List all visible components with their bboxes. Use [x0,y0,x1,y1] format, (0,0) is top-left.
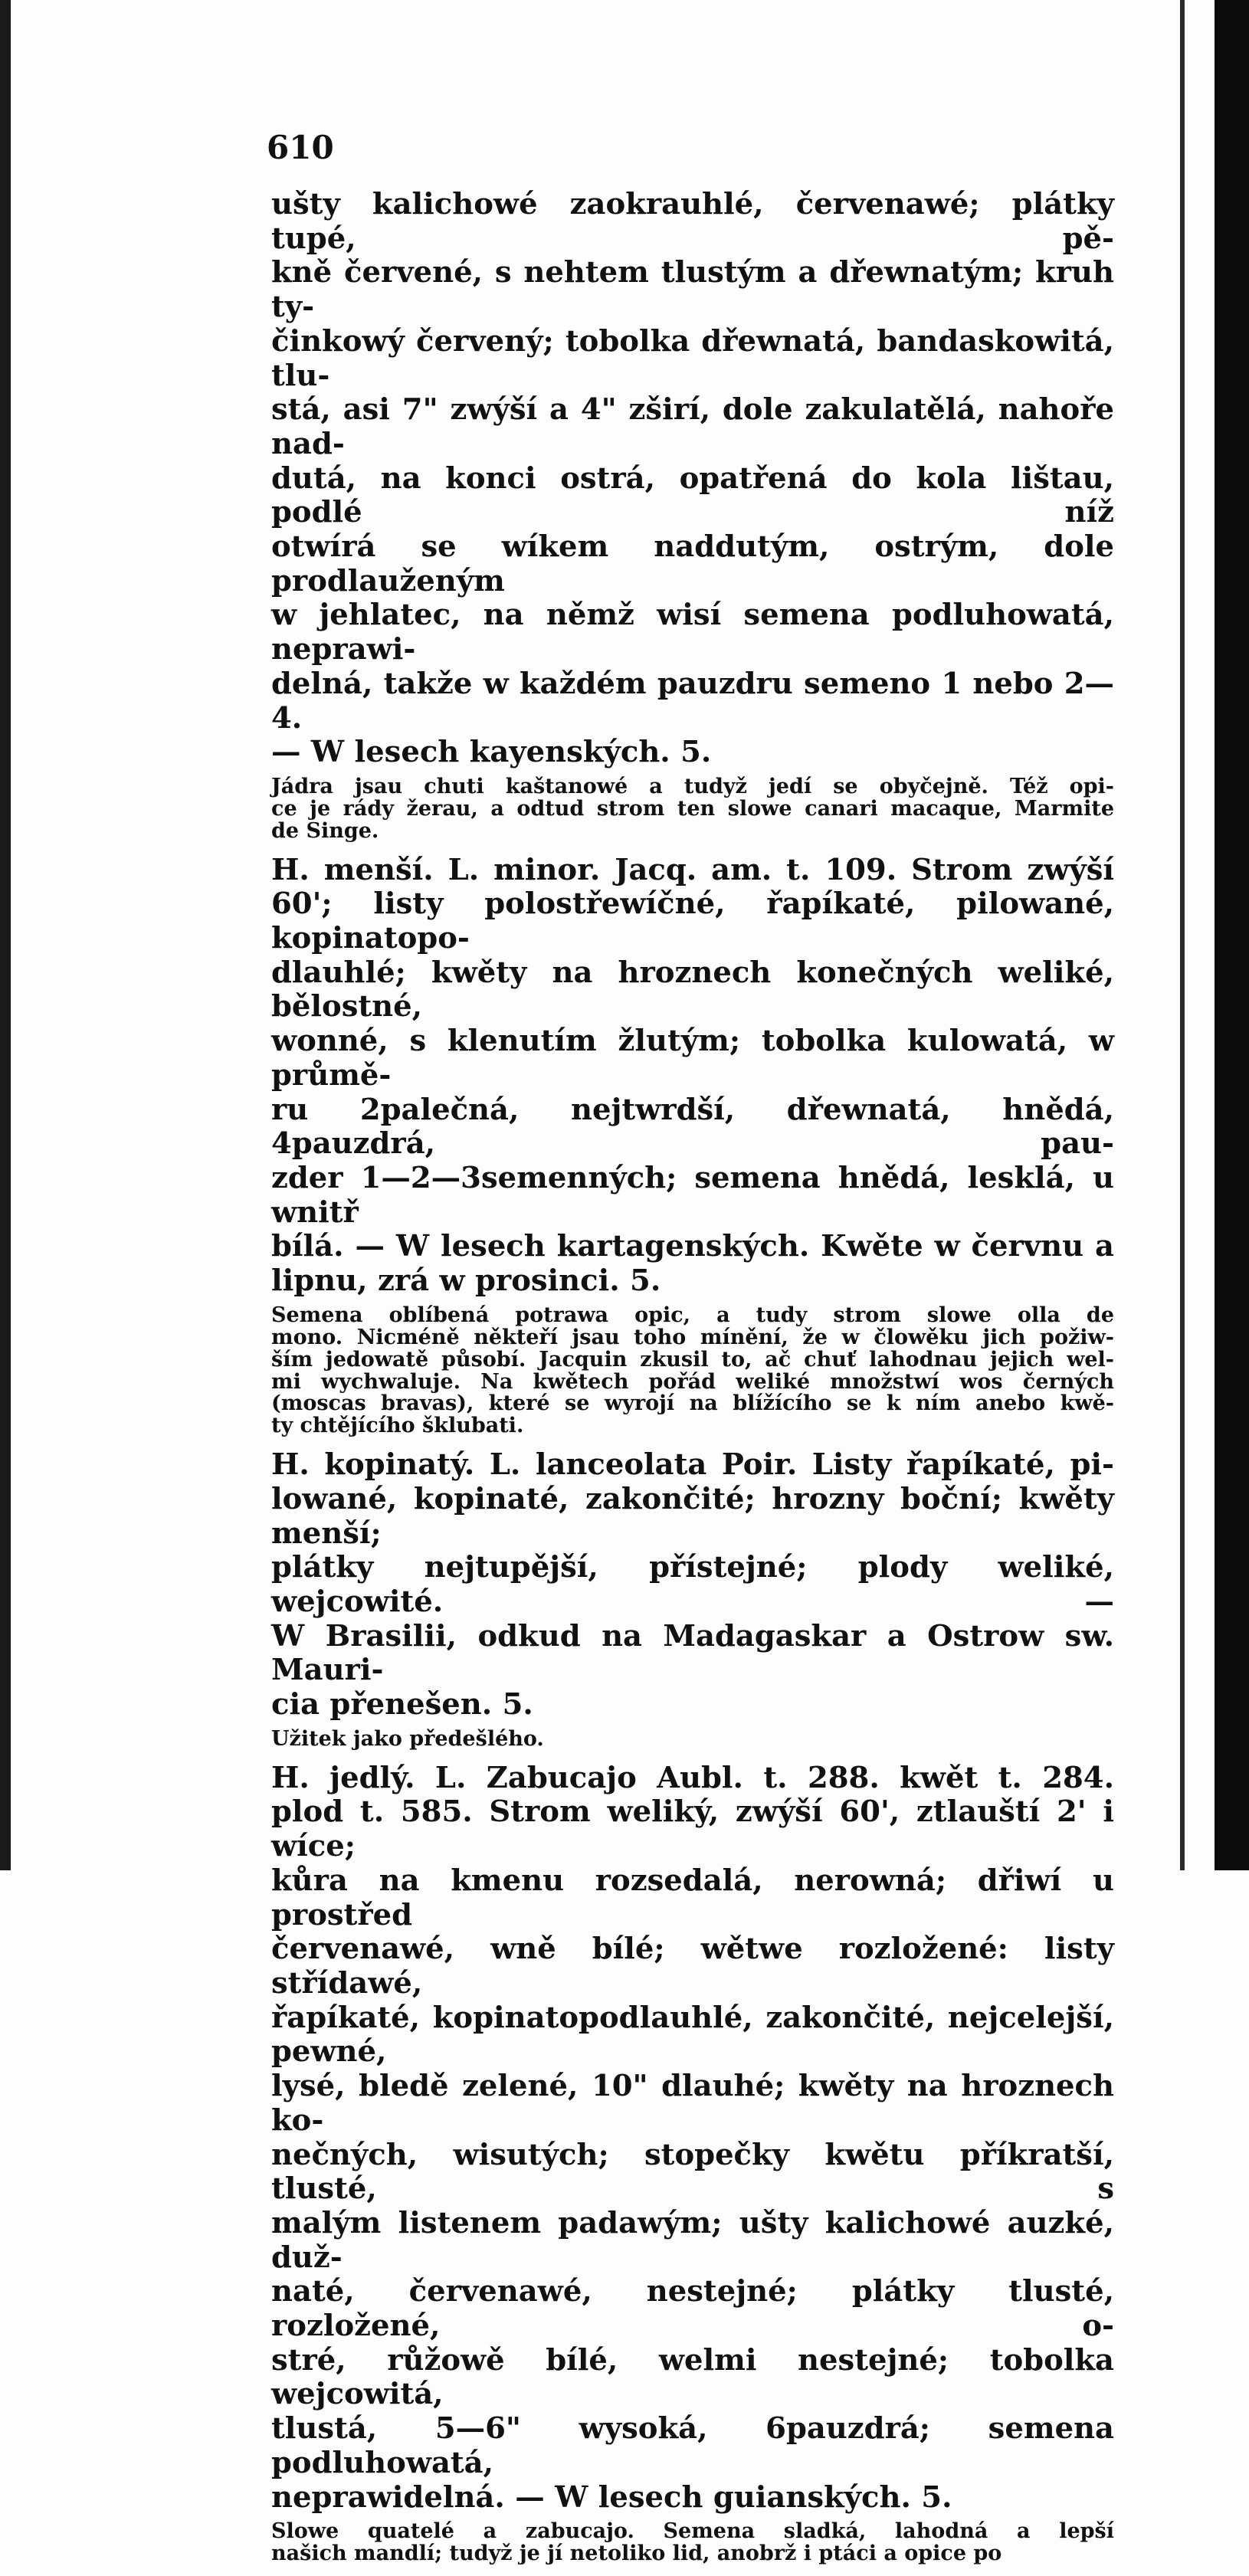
text-line: ru 2palečná, nejtwrdší, dřewnatá, hnědá, 4pauzdrá, pau- [271,1092,1114,1162]
text-line: 60'; listy polostřewíčné, řapíkaté, pilowané, kopinatopo- [271,887,1114,956]
text-line: delná, takže w každém pauzdru semeno 1 nebo 2—4. [271,666,1114,736]
body-paragraph [271,1448,1114,1722]
note-paragraph [271,776,1114,843]
note-paragraph [271,2521,1114,2565]
text-line: wonné, s klenutím žlutým; tobolka kulowatá, w průmě- [271,1024,1114,1093]
text-line: lipnu, zrá w prosinci. 5. [271,1263,661,1299]
text-line: plod t. 585. Strom weliký, zwýší 60', ztlauští 2' i wíce; [271,1794,1114,1864]
text-line: mi wychwaluje. Na kwětech pořád weliké množstwí wos černých [271,1369,1114,1394]
text-line: naté, červenawé, nestejné; plátky tlusté, rozložené, o- [271,2274,1114,2344]
text-line: nečných, wisutých; stopečky kwětu příkratší, tlusté, s [271,2137,1114,2207]
scan-right-line [1180,0,1185,1870]
text-line: Užitek jako předešlého. [271,1726,544,1751]
text-line: malým listenem padawým; ušty kalichowé auzké, duž- [271,2205,1114,2275]
text-line: dlauhlé; kwěty na hroznech konečných weliké, bělostné, [271,955,1114,1024]
text-line: dutá, na konci ostrá, opatřená do kola lištau, podlé níž [271,460,1114,530]
scan-left-edge [0,0,11,1870]
text-line: de Singe. [271,818,379,843]
text-body [271,188,1114,2576]
text-line: Slowe quatelé a zabucajo. Semena sladká, lahodná a lepší [271,2519,1114,2544]
text-line: otwírá se wíkem naddutým, ostrým, dole prodlauženým [271,529,1114,598]
text-line: H. jedlý. L. Zabucajo Aubl. t. 288. kwět t. 284. [271,1760,1114,1795]
text-line: w jehlatec, na němž wisí semena podluhowatá, neprawi- [271,598,1114,667]
text-line: — W lesech kayenských. 5. [271,735,712,770]
text-line: W Brasilii, odkud na Madagaskar a Ostrow sw. Mauri- [271,1618,1114,1688]
text-line: neprawidelná. — W lesech guianských. 5. [271,2479,952,2515]
text-line: plátky nejtupější, přístejné; plody weliké, wejcowité. — [271,1550,1114,1620]
text-line: H. kopinatý. L. lanceolata Poir. Listy řapíkaté, pi- [271,1447,1114,1483]
text-line: kně červené, s nehtem tlustým a dřewnatým; kruh ty- [271,255,1114,325]
text-line: kůra na kmenu rozsedalá, nerowná; dřiwí u prostřed [271,1863,1114,1932]
text-line: našich mandlí; tudyž je jí netoliko lid, anobrž i ptáci a opice po [271,2542,1002,2566]
text-line: cia přenešen. 5. [271,1687,533,1722]
scan-right-bar [1215,0,1249,1870]
note-paragraph [271,1726,1114,1751]
text-line: ty chtějícího šklubati. [271,1414,524,1438]
text-line: ším jedowatě působí. Jacquin zkusil to, ač chuť lahodnau jejich wel- [271,1347,1114,1372]
text-line: stré, růžowě bílé, welmi nestejné; tobolka wejcowitá, [271,2342,1114,2412]
text-line: stá, asi 7" zwýší a 4" zširí, dole zakulatělá, nahoře nad- [271,392,1114,461]
text-line: činkowý červený; tobolka dřewnatá, bandaskowitá, tlu- [271,323,1114,393]
text-line: lysé, bledě zelené, 10" dlauhé; kwěty na hroznech ko- [271,2069,1114,2138]
text-line: řapíkaté, kopinatopodlauhlé, zakončité, nejcelejší, pewné, [271,2000,1114,2070]
text-line: ušty kalichowé zaokrauhlé, červenawé; plátky tupé, pě- [271,187,1114,256]
text-line: Jádra jsau chuti kaštanowé a tudyž jedí se obyčejně. Též opi- [271,774,1114,798]
text-line: mono. Nicméně někteří jsau toho mínění, že w člowěku jich požiw- [271,1325,1114,1349]
body-paragraph [271,1762,1114,2515]
text-line: tlustá, 5—6" wysoká, 6pauzdrá; semena podluhowatá, [271,2411,1114,2480]
text-line: ce je rády žerau, a odtud strom ten slowe canari macaque, Marmite [271,796,1114,821]
text-line: Semena oblíbená potrawa opic, a tudy strom slowe olla de [271,1303,1114,1327]
text-line: červenawé, wně bílé; wětwe rozložené: listy střídawé, [271,1932,1114,2001]
text-line: zder 1—2—3semenných; semena hnědá, lesklá, u wnitř [271,1161,1114,1230]
note-paragraph [271,1305,1114,1437]
body-paragraph [271,188,1114,770]
text-line: bílá. — W lesech kartagenských. Kwěte w červnu a [271,1229,1114,1264]
body-paragraph [271,854,1114,1299]
page-number: 610 [267,129,334,166]
text-line: lowané, kopinaté, zakončité; hrozny boční; kwěty menší; [271,1481,1114,1551]
text-line: (moscas bravas), které se wyrojí na blížícího se k ním anebo kwě- [271,1391,1114,1416]
text-line: H. menší. L. minor. Jacq. am. t. 109. Strom zwýší [271,852,1114,887]
